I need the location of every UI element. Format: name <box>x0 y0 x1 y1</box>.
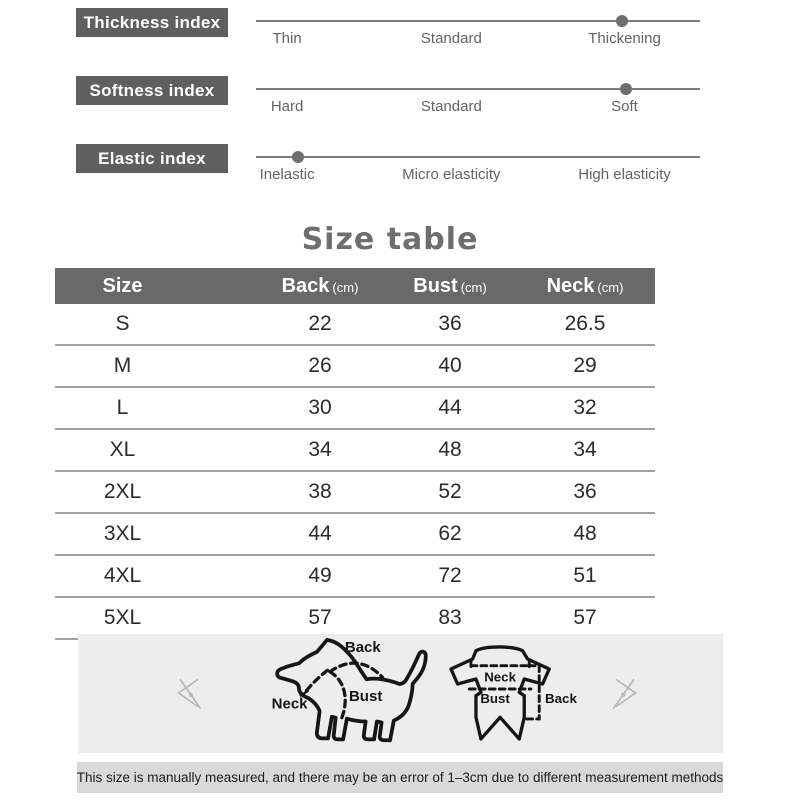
table-cell: 36 <box>573 480 597 503</box>
table-cell: 44 <box>438 396 462 419</box>
thickness-tick-standard: Standard <box>420 30 482 47</box>
thickness-index-dot <box>616 15 628 27</box>
size-table <box>55 268 655 640</box>
table-cell: M <box>113 354 132 377</box>
page-title: Size table <box>301 222 479 257</box>
thickness-index-row <box>0 8 800 68</box>
elastic-index-slider <box>256 144 700 204</box>
table-cell: 44 <box>308 522 332 545</box>
garment-neck-label: Neck <box>484 669 516 685</box>
dog-measurement-diagram <box>268 637 437 745</box>
measurement-diagram-panel <box>78 634 723 753</box>
table-row <box>55 304 655 346</box>
col-header-size: Size <box>102 274 143 297</box>
table-cell: 62 <box>438 522 462 545</box>
table-cell: 83 <box>438 606 462 629</box>
measurement-disclaimer <box>77 762 723 793</box>
thickness-index-slider <box>256 8 700 68</box>
carousel-prev-icon[interactable] <box>170 674 206 712</box>
table-cell: 57 <box>308 606 332 629</box>
softness-index-slider <box>256 76 700 136</box>
dog-neck-label: Neck <box>271 695 308 713</box>
table-cell: XL <box>109 438 136 461</box>
table-cell: 38 <box>308 480 332 503</box>
table-cell: 52 <box>438 480 462 503</box>
col-header-back: Back (cm) <box>281 274 359 297</box>
table-cell: 36 <box>438 312 462 335</box>
table-cell: 34 <box>308 438 332 461</box>
elastic-index-label-text: Elastic index <box>98 148 206 168</box>
table-cell: 40 <box>438 354 462 377</box>
table-cell: 51 <box>573 564 597 587</box>
table-header-row <box>55 268 655 304</box>
garment-back-label: Back <box>545 691 577 707</box>
col-header-bust: Bust (cm) <box>413 274 487 297</box>
elastic-index-label <box>76 144 228 173</box>
col-header-neck: Neck (cm) <box>546 274 624 297</box>
table-cell: 48 <box>438 438 462 461</box>
elastic-index-dot <box>292 151 304 163</box>
table-cell: 5XL <box>103 606 142 629</box>
softness-tick-soft: Soft <box>611 98 638 115</box>
garment-bust-label: Bust <box>480 691 510 707</box>
table-cell: 57 <box>573 606 597 629</box>
table-cell: 22 <box>308 312 332 335</box>
thickness-index-label-text: Thickness index <box>83 12 221 32</box>
thickness-index-label <box>76 8 228 37</box>
dog-back-label: Back <box>344 639 381 657</box>
table-row <box>55 472 655 514</box>
table-cell: 30 <box>308 396 332 419</box>
softness-index-label-text: Softness index <box>89 80 215 100</box>
thickness-tick-thin: Thin <box>272 30 302 47</box>
thickness-index-line <box>256 20 700 22</box>
table-cell: 72 <box>438 564 462 587</box>
softness-index-row <box>0 76 800 136</box>
table-cell: 26.5 <box>564 312 606 335</box>
carousel-next-icon[interactable] <box>608 674 644 712</box>
table-row <box>55 430 655 472</box>
table-row <box>55 514 655 556</box>
table-cell: L <box>116 396 129 419</box>
elastic-tick-inelastic: Inelastic <box>259 166 315 183</box>
softness-index-label <box>76 76 228 105</box>
table-cell: 29 <box>573 354 597 377</box>
elastic-index-line <box>256 156 700 158</box>
dog-bust-label: Bust <box>348 687 383 705</box>
softness-tick-standard: Standard <box>420 98 482 115</box>
table-cell: 32 <box>573 396 597 419</box>
table-row <box>55 556 655 598</box>
elastic-index-row <box>0 144 800 204</box>
table-cell: 34 <box>573 438 597 461</box>
elastic-tick-high: High elasticity <box>578 166 671 183</box>
table-cell: 49 <box>308 564 332 587</box>
table-cell: 26 <box>308 354 332 377</box>
table-row <box>55 388 655 430</box>
elastic-tick-micro: Micro elasticity <box>402 166 501 183</box>
softness-tick-hard: Hard <box>270 98 304 115</box>
table-cell: 48 <box>573 522 597 545</box>
softness-index-line <box>256 88 700 90</box>
garment-measurement-diagram <box>436 644 590 744</box>
softness-index-dot <box>620 83 632 95</box>
table-cell: S <box>115 312 130 335</box>
table-cell: 2XL <box>103 480 142 503</box>
measurement-disclaimer-text: This size is manually measured, and there may be an error of 1–3cm due to different measurement methods <box>76 770 724 785</box>
table-cell: 3XL <box>103 522 142 545</box>
table-cell: 4XL <box>103 564 142 587</box>
thickness-tick-thickening: Thickening <box>588 30 661 47</box>
table-row <box>55 346 655 388</box>
